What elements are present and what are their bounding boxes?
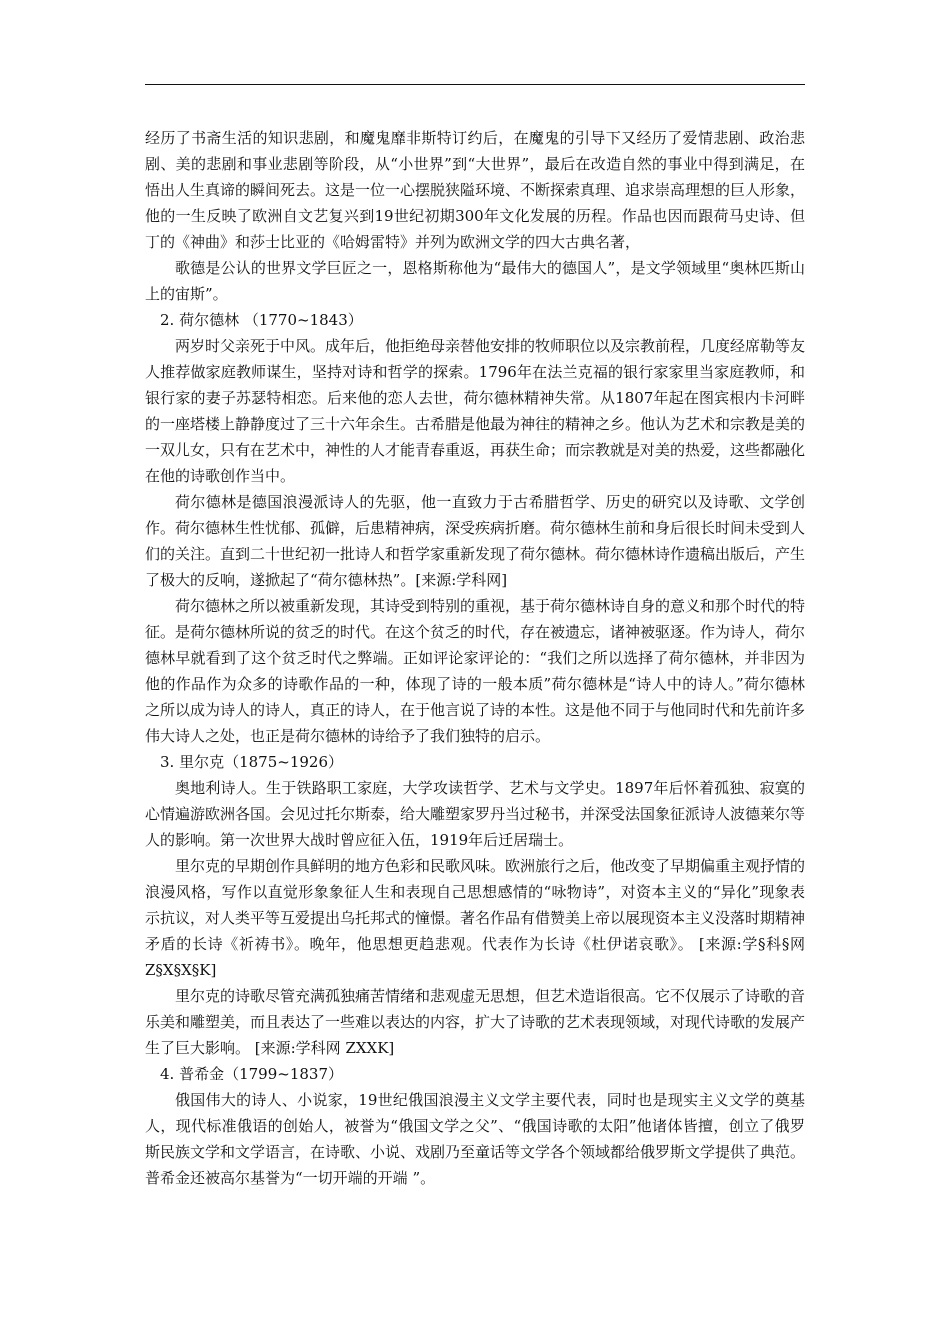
paragraph-holderlin-romantic: 荷尔德林是德国浪漫派诗人的先驱，他一直致力于古希腊哲学、历史的研究以及诗歌、文学创作。荷尔德林生性忧郁、孤僻，后患精神病，深受疾病折磨。荷尔德林生前和身后很长时间未受到人们的关注。直到二十世纪初一批诗人和哲学家重新发现了荷尔德林。荷尔德林诗作遗稿出版后，产生了极大的反响，遂掀起了“荷尔德林热”。[来源:学科网] xyxy=(145,493,806,589)
paragraph-holderlin-bio: 两岁时父亲死于中风。成年后，他拒绝母亲替他安排的牧师职位以及宗教前程，几度经席勒等友人推荐做家庭教师谋生，坚持对诗和哲学的探索。1796年在法兰克福的银行家家里当家庭教师，和银行家的妻子苏瑟特相恋。后来他的恋人去世，荷尔德林精神失常。从1807年起在图宾根内卡河畔的一座塔楼上静静度过了三十六年余生。古希腊是他最为神往的精神之乡。他认为艺术和宗教是美的一双儿女，只有在艺术中，神性的人才能青春重返，再获生命；而宗教就是对美的热爱，这些都融化在他的诗歌创作当中。 xyxy=(145,337,806,485)
paragraph-goethe-summary: 歌德是公认的世界文学巨匠之一，恩格斯称他为“最伟大的德国人”，是文学领域里“奥林匹斯山上的宙斯”。 xyxy=(145,259,805,303)
paragraph-rilke-influence: 里尔克的诗歌尽管充满孤独痛苦情绪和悲观虚无思想，但艺术造诣很高。它不仅展示了诗歌的音乐美和雕塑美，而且表达了一些难以表达的内容，扩大了诗歌的艺术表现领域，对现代诗歌的发展产生了巨大影响。 [来源:学科网 ZXXK] xyxy=(145,987,806,1057)
section-heading-holderlin: 2. 荷尔德林 （1770~1843） xyxy=(160,311,363,329)
header-rule xyxy=(145,84,805,85)
section-heading-rilke: 3. 里尔克（1875~1926） xyxy=(160,753,343,771)
paragraph-faust-continued: 经历了书斋生活的知识悲剧，和魔鬼靡非斯特订约后，在魔鬼的引导下又经历了爱情悲剧、政治悲剧、美的悲剧和事业悲剧等阶段，从“小世界”到“大世界”，最后在改造自然的事业中得到满足，在悟出人生真谛的瞬间死去。这是一位一心摆脱狭隘环境、不断探索真理、追求崇高理想的巨人形象，他的一生反映了欧洲自文艺复兴到19世纪初期300年文化发展的历程。作品也因而跟荷马史诗、但丁的《神曲》和莎士比亚的《哈姆雷特》并列为欧洲文学的四大古典名著， xyxy=(145,129,806,251)
paragraph-holderlin-rediscovery: 荷尔德林之所以被重新发现，其诗受到特别的重视，基于荷尔德林诗自身的意义和那个时代的特征。是荷尔德林所说的贫乏的时代。在这个贫乏的时代，存在被遗忘，诸神被驱逐。作为诗人，荷尔德林早就看到了这个贫乏时代之弊端。正如评论家评论的：“我们之所以选择了荷尔德林，并非因为他的作品作为众多的诗歌作品的一种，体现了诗的一般本质”荷尔德林是“诗人中的诗人。”荷尔德林之所以成为诗人的诗人，真正的诗人，在于他言说了诗的本性。这是他不同于与他同时代和先前许多伟大诗人之处，也正是荷尔德林的诗给予了我们独特的启示。 xyxy=(145,597,806,745)
section-heading-pushkin: 4. 普希金（1799~1837） xyxy=(160,1065,343,1083)
paragraph-rilke-works: 里尔克的早期创作具鲜明的地方色彩和民歌风味。欧洲旅行之后，他改变了早期偏重主观抒情的浪漫风格，写作以直觉形象象征人生和表现自己思想感情的“咏物诗”，对资本主义的“异化”现象表示抗议，对人类平等互爱提出乌托邦式的憧憬。著名作品有借赞美上帝以展现资本主义没落时期精神矛盾的长诗《祈祷书》。晚年，他思想更趋悲观。代表作为长诗《杜伊诺哀歌》。 [来源:学§科§网 Z§X§X§K] xyxy=(145,857,806,979)
document-body xyxy=(145,125,805,1191)
paragraph-rilke-bio: 奥地利诗人。生于铁路职工家庭，大学攻读哲学、艺术与文学史。1897年后怀着孤独、寂寞的心情遍游欧洲各国。会见过托尔斯泰，给大雕塑家罗丹当过秘书，并深受法国象征派诗人波德莱尔等人的影响。第一次世界大战时曾应征入伍，1919年后迁居瑞士。 xyxy=(145,779,806,849)
paragraph-pushkin-bio: 俄国伟大的诗人、小说家，19世纪俄国浪漫主义文学主要代表，同时也是现实主义文学的奠基人，现代标准俄语的创始人，被誉为“俄国文学之父”、“俄国诗歌的太阳”他诸体皆擅，创立了俄罗斯民族文学和文学语言，在诗歌、小说、戏剧乃至童话等文学各个领域都给俄罗斯文学提供了典范。普希金还被高尔基誉为“一切开端的开端 ”。 xyxy=(145,1091,806,1187)
